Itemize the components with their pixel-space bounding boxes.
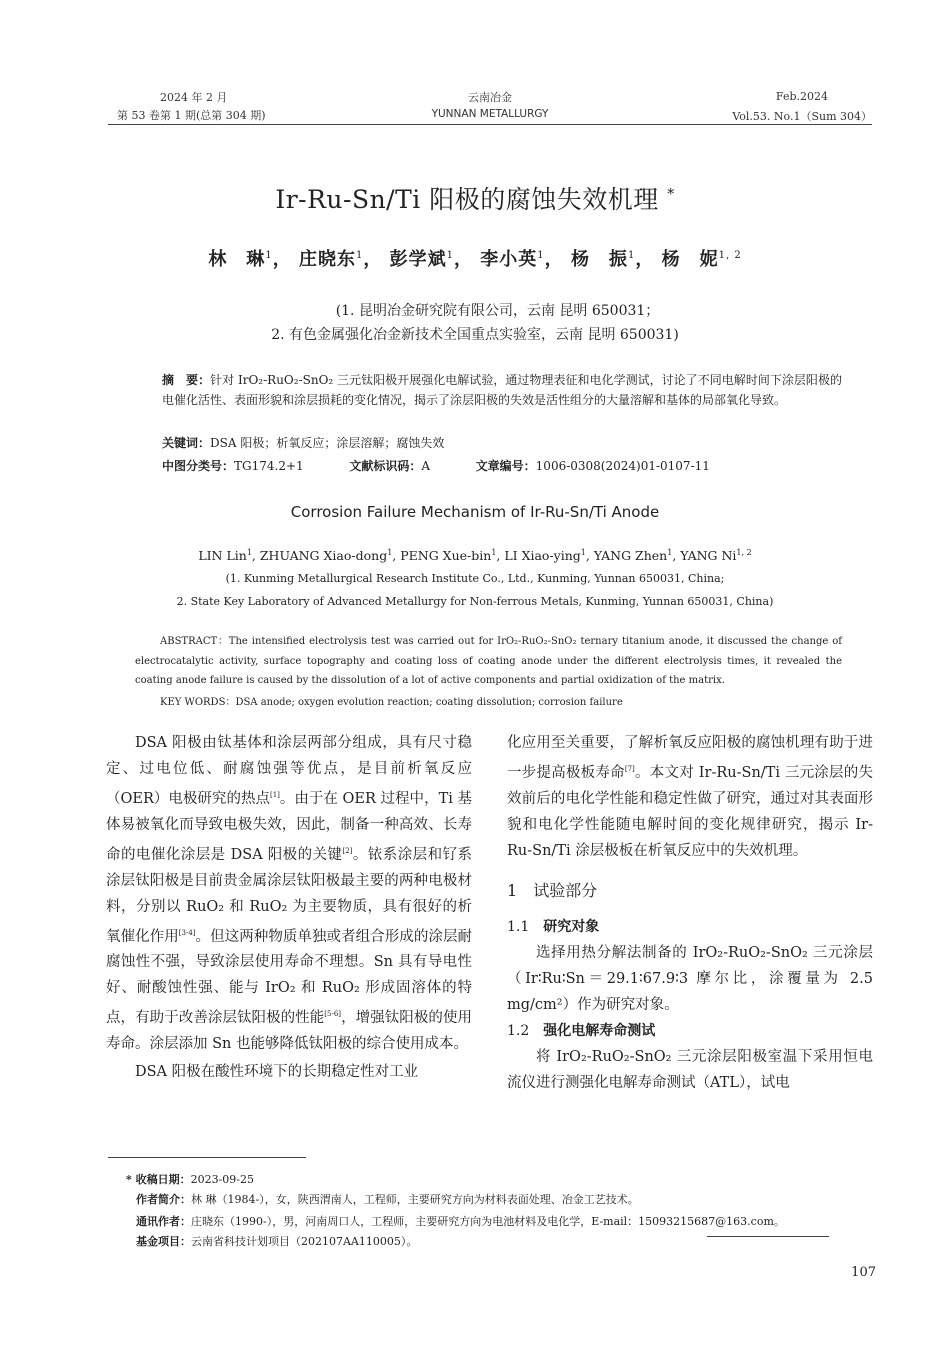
subsection-heading bbox=[507, 1018, 873, 1044]
footnote-text: 林 琳（1984-），女，陕西渭南人，工程师，主要研究方向为材料表面处理、冶金工艺技术。 bbox=[191, 1193, 639, 1206]
author-affil-sup: 1 bbox=[537, 250, 545, 261]
citation: [2] bbox=[342, 846, 353, 855]
author-en: LIN Lin bbox=[198, 548, 247, 564]
header-date-en: Feb.2024 bbox=[775, 90, 828, 103]
header-volume-en: Vol.53. No.1（Sum 304） bbox=[732, 110, 872, 123]
footnote-text: 庄晓东（1990-），男，河南周口人，工程师，主要研究方向为电池材料及电化学，E-mail：15093215687@163.com。 bbox=[191, 1215, 785, 1228]
keywords-en bbox=[160, 693, 623, 708]
body-paragraph: DSA 阳极在酸性环境下的长期稳定性对工业 bbox=[135, 1064, 419, 1081]
footnote-label: 通讯作者： bbox=[136, 1215, 191, 1228]
footnote-text: 云南省科技计划项目（202107AA110005）。 bbox=[191, 1235, 418, 1248]
page-number: 107 bbox=[851, 1265, 876, 1280]
author-affil-sup: 1, 2 bbox=[736, 548, 752, 557]
doc-code-label: 文献标识码： bbox=[349, 459, 422, 473]
subsection-title: 研究对象 bbox=[543, 918, 600, 935]
abstract-en-text: The intensified electrolysis test was carried out for IrO₂-RuO₂-SnO₂ ternary titanium anode, it discussed the change of electrocatalytic activity, surface topography and coating loss of coating anode under the different electrolysis times, it revealed the coating anode failure is caused by the dissolution of a lot of active components and partial oxidization of the matrix. bbox=[135, 636, 842, 686]
body-column-left bbox=[106, 730, 472, 1085]
footnote-received bbox=[126, 1171, 254, 1187]
header-rule bbox=[108, 124, 872, 125]
subsection-heading bbox=[507, 914, 873, 940]
keywords-cn bbox=[162, 434, 842, 451]
section-number: 1 bbox=[507, 880, 518, 900]
author-sep: ， bbox=[454, 249, 473, 270]
author-affil-sup: 1, 2 bbox=[718, 250, 742, 261]
author-en: LI Xiao-ying bbox=[504, 548, 581, 564]
authors-en bbox=[0, 548, 950, 563]
subsection-number: 1.1 bbox=[507, 918, 530, 935]
author-sep: , bbox=[585, 548, 594, 564]
author-cn: 杨 妮 bbox=[661, 249, 719, 270]
author-affil-sup: 1 bbox=[580, 548, 586, 557]
body-text: DSA 阳极由钛基体和涂层两部分组成，具有尺寸稳定、过电位低、耐腐蚀强等优点，是目前析氧反应（OER）电极研究的热点 bbox=[106, 735, 472, 807]
affiliation-cn-2: 2. 有色金属强化冶金新技术全国重点实验室，云南 昆明 650031) bbox=[271, 327, 679, 343]
abstract-cn-text: 针对 IrO₂-RuO₂-SnO₂ 三元钛阳极开展强化电解试验，通过物理表征和电化学测试，讨论了不同电解时间下涂层阳极的电催化活性、表面形貌和涂层损耗的变化情况，揭示了涂层阳极的失效是活性组分的大量溶解和基体的局部氧化导致。 bbox=[162, 373, 842, 407]
affiliation-en-1: (1. Kunming Metallurgical Research Institute Co., Ltd., Kunming, Yunnan 650031, China; bbox=[225, 572, 725, 585]
author-affil-sup: 1 bbox=[265, 250, 273, 261]
abstract-en bbox=[135, 632, 842, 691]
body-column-right bbox=[507, 730, 873, 1096]
body-text: 。铱系涂层和钌系涂层钛阳极是目前贵金属涂层钛阳极最主要的两种电极材料，分别以 RuO₂ 和 RuO₂ 为主要物质，具有很好的析氧催化作用 bbox=[106, 846, 472, 945]
footnote-label: * 收稿日期： bbox=[126, 1173, 191, 1186]
abstract-cn-label: 摘 要： bbox=[162, 373, 211, 387]
citation: [1] bbox=[269, 791, 280, 799]
affiliation-en-2: 2. State Key Laboratory of Advanced Metallurgy for Non-ferrous Metals, Kunming, Yunnan 650031, China) bbox=[176, 595, 774, 608]
author-cn: 彭学斌 bbox=[389, 249, 447, 270]
footnote-funding bbox=[136, 1233, 417, 1249]
footnote-corresponding bbox=[136, 1213, 785, 1229]
keywords-en-text: DSA anode; oxygen evolution reaction; coating dissolution; corrosion failure bbox=[235, 697, 623, 708]
author-sep: ， bbox=[363, 249, 383, 270]
author-en: ZHUANG Xiao-dong bbox=[259, 548, 388, 564]
paper-title-text: Ir-Ru-Sn/Ti 阳极的腐蚀失效机理 bbox=[275, 185, 659, 214]
author-cn: 杨 振 bbox=[570, 249, 628, 270]
abstract-en-label: ABSTRACT： bbox=[160, 636, 229, 647]
body-text: ，增强钛阳极的使用寿命。涂层添加 Sn 也能够降低钛阳极的综合使用成本。 bbox=[106, 1010, 473, 1053]
author-en: PENG Xue-bin bbox=[400, 548, 492, 564]
header-journal-en: YUNNAN METALLURGY bbox=[431, 108, 549, 120]
body-paragraph: 将 IrO₂-RuO₂-SnO₂ 三元涂层阳极室温下采用恒电流仪进行测强化电解寿命测试（ATL），试电 bbox=[507, 1048, 873, 1091]
author-sep: , bbox=[392, 548, 401, 564]
author-affil-sup: 1 bbox=[246, 548, 252, 557]
email-underline bbox=[707, 1236, 829, 1237]
authors-cn bbox=[0, 245, 950, 271]
header-date-cn: 2024 年 2 月 bbox=[160, 91, 228, 104]
body-paragraph bbox=[106, 730, 472, 1057]
footnote-text: 2023-09-25 bbox=[190, 1173, 255, 1186]
author-sep: ， bbox=[272, 249, 292, 270]
body-text: 化应用至关重要，了解析氧反应阳极的腐蚀机理有助于进一步提高极板寿命 bbox=[507, 735, 873, 781]
affiliation-cn-1: (1. 昆明冶金研究院有限公司，云南 昆明 650031； bbox=[335, 303, 660, 319]
author-sep: , bbox=[251, 548, 260, 564]
footnote-label: 基金项目： bbox=[136, 1235, 191, 1248]
author-cn: 庄晓东 bbox=[298, 249, 356, 270]
author-sep: , bbox=[496, 548, 505, 564]
body-text: 。由于在 OER 过程中，Ti 基体易被氧化而导致电极失效，因此，制备一种高效、长寿命的电催化涂层是 DSA 阳极的关键 bbox=[106, 790, 473, 863]
keywords-en-label: KEY WORDS： bbox=[160, 697, 236, 708]
author-sep: , bbox=[672, 548, 681, 564]
paper-title bbox=[0, 180, 950, 216]
header-journal-cn: 云南冶金 bbox=[468, 91, 512, 104]
body-paragraph: 选择用热分解法制备的 IrO₂-RuO₂-SnO₂ 三元涂层（Ir∶Ru∶Sn＝29.1∶67.9∶3 摩尔比，涂覆量为 2.5 mg/cm²）作为研究对象。 bbox=[507, 944, 873, 1013]
author-affil-sup: 1 bbox=[446, 250, 454, 261]
author-cn: 李小英 bbox=[480, 249, 538, 270]
keywords-cn-label: 关键词： bbox=[162, 436, 211, 450]
author-affil-sup: 1 bbox=[627, 250, 636, 261]
body-paragraph bbox=[507, 730, 873, 864]
abstract-cn bbox=[162, 370, 842, 410]
body-text: 。但这两种物质单独或者组合形成的涂层耐腐蚀性不强，导致涂层使用寿命不理想。Sn 具有导电性好、耐酸蚀性强、能与 IrO₂ 和 RuO₂ 形成固溶体的特点，有助于改善涂层钛阳极的性能 bbox=[106, 928, 473, 1027]
author-en: YANG Ni bbox=[680, 548, 737, 564]
author-affil-sup: 1 bbox=[667, 548, 673, 557]
footnote-label: 作者简介： bbox=[136, 1193, 191, 1206]
author-en: YANG Zhen bbox=[593, 548, 668, 564]
citation: [3-4] bbox=[178, 928, 196, 937]
subsection-title: 强化电解寿命测试 bbox=[543, 1022, 656, 1039]
clc-label: 中图分类号： bbox=[162, 459, 235, 473]
header-volume-cn: 第 53 卷第 1 期(总第 304 期) bbox=[117, 109, 266, 122]
author-affil-sup: 1 bbox=[355, 250, 364, 261]
doc-code-value: A bbox=[421, 459, 430, 473]
keywords-cn-text: DSA 阳极；析氧反应；涂层溶解；腐蚀失效 bbox=[210, 436, 445, 450]
author-affil-sup: 1 bbox=[491, 548, 497, 557]
footnote-rule bbox=[108, 1157, 306, 1158]
article-no-label: 文章编号： bbox=[475, 459, 536, 473]
author-affil-sup: 1 bbox=[387, 548, 393, 557]
paper-title-en: Corrosion Failure Mechanism of Ir-Ru-Sn/Ti Anode bbox=[290, 503, 660, 521]
subsection-number: 1.2 bbox=[507, 1022, 530, 1039]
body-text: 。本文对 Ir-Ru-Sn/Ti 三元涂层的失效前后的电化学性能和稳定性做了研究，通过对其表面形貌和电化学性能随电解时间的变化规律研究，揭示 Ir-Ru-Sn/Ti 涂层极板在析氧反应中的失效机理。 bbox=[507, 764, 873, 859]
citation: [5-6] bbox=[324, 1010, 342, 1019]
article-no-value: 1006-0308(2024)01-0107-11 bbox=[535, 459, 710, 473]
author-sep: ， bbox=[635, 249, 655, 270]
title-footnote-mark: * bbox=[667, 186, 675, 203]
section-title: 试验部分 bbox=[533, 880, 598, 900]
clc-value: TG174.2+1 bbox=[234, 459, 304, 473]
section-heading bbox=[507, 878, 873, 904]
classification-line bbox=[162, 457, 842, 474]
footnote-author bbox=[136, 1191, 639, 1207]
author-cn: 林 琳 bbox=[208, 249, 266, 270]
author-sep: ， bbox=[544, 249, 564, 270]
citation: [7] bbox=[624, 765, 635, 773]
